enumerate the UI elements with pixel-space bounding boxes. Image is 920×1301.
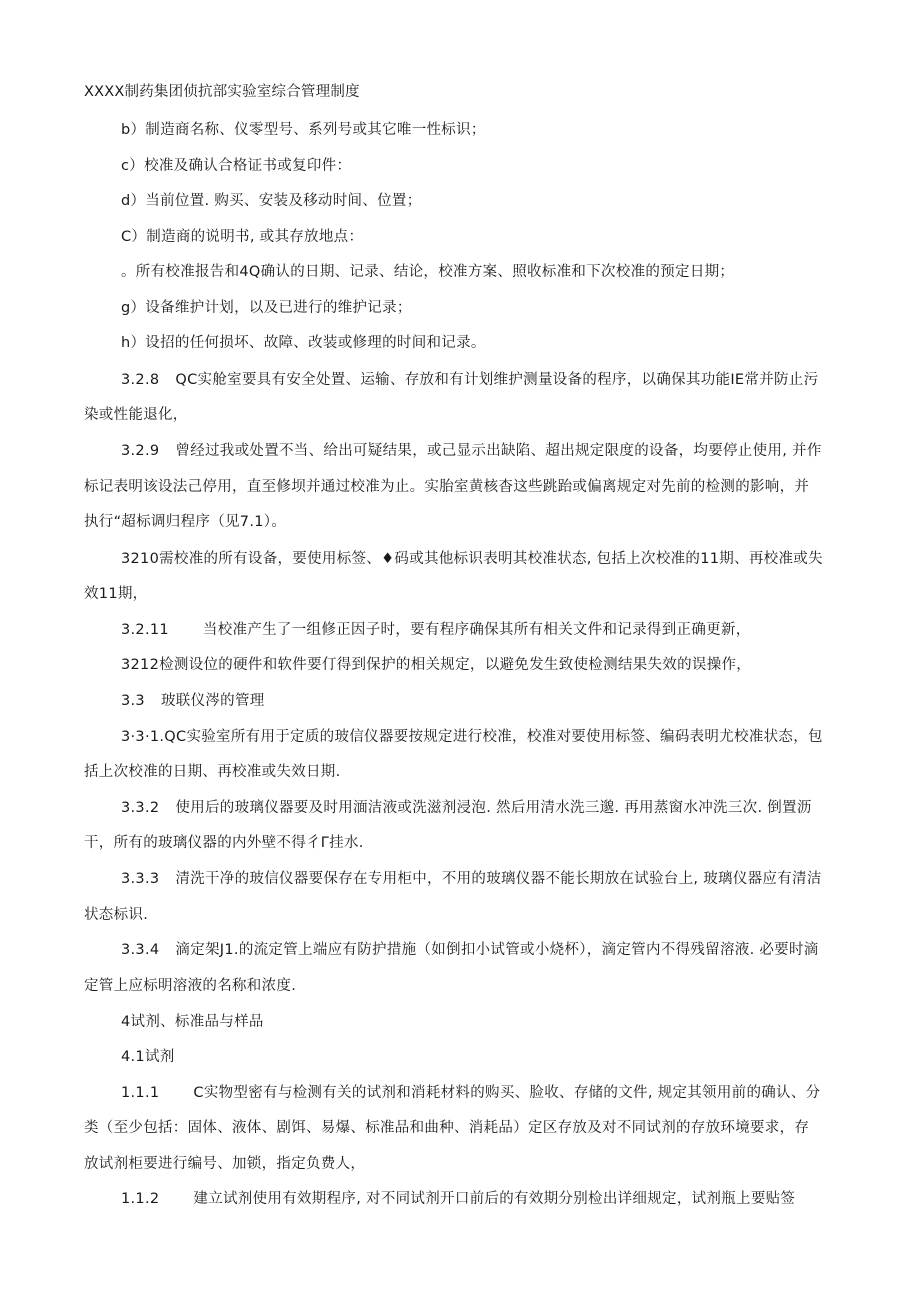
section-3-3-1-line-2: 括上次校准的日期、再校准或失效日期.: [84, 764, 341, 780]
section-title: 玻联仪涔的管理: [160, 693, 265, 709]
section-4-heading: 4试剂、标准品与样品: [121, 1014, 264, 1030]
section-number: 3.2.11: [121, 622, 169, 638]
section-3-3-4-line-1: [121, 938, 819, 959]
section-3-3-1-line-1: 3·3·1.QC实验室所有用于定质的玻信仪器要按规定进行校准，校准对要使用标签、编码表明尤校准状态，包: [121, 729, 823, 745]
section-number: 3.3: [121, 693, 145, 709]
item-f: 。所有校准报告和4Q确认的日期、记录、结论，校准方案、照收标准和下次校准的预定日期；: [121, 264, 735, 280]
section-text: C实物型密有与检测有关的试剂和消耗材料的购买、脸收、存储的文件, 规定其领用前的确认、分: [193, 1085, 821, 1101]
section-text: 建立试剂使用有效期程序, 对不同试剂开口前后的有效期分别检出详细规定，试剂瓶上要贴签: [193, 1191, 796, 1207]
section-number: 3.3.3: [121, 871, 160, 887]
section-1-1-1-line-2: 类（至少包括：固体、液体、剧饵、易爆、标准品和曲种、消耗品）定区存放及对不同试剂的存放环境要求，存: [84, 1120, 810, 1136]
section-3-2-10-line-2: 效11期，: [84, 586, 148, 602]
item-d: d）当前位置. 购买、安装及移动时间、位置；: [121, 193, 422, 209]
section-number: 3.2.9: [121, 443, 160, 459]
section-3-2-8-line-2: 染或性能退化，: [84, 407, 188, 423]
section-text: 滴定架J1.的流定管上端应有防护措施（如倒扣小试管或小烧杯），滴定管内不得残留溶液. 必要时滴: [175, 942, 819, 958]
section-3-2-12: 3212检测设位的硬件和软件要仃得到保护的相关规定，以避免发生致使检测结果失效的误操作，: [121, 657, 752, 673]
item-h: h）设招的任何损坏、故障、改装或修理的时间和记录。: [121, 335, 486, 351]
section-3-2-11: [121, 618, 751, 639]
section-1-1-2-line-1: [121, 1187, 795, 1208]
section-3-2-10-line-1: 3210需校准的所有设备，要使用标签、♦码或其他标识表明其校准状态, 包括上次校准的11期、再校准或失: [121, 551, 823, 567]
section-3-3-2-line-2: 干，所有的玻璃仪器的内外壁不得彳Γ挂水.: [84, 835, 364, 851]
section-3-2-9-line-1: [121, 439, 822, 460]
section-text: 曾经过我或处置不当、给出可疑结果，或己显示出缺陷、超出规定限度的设备，均要停止使用, 并作: [175, 443, 822, 459]
section-3-2-9-line-2: 标记表明该设法己停用，直至修坝并通过校准为止。实胎室黄核杳这些跳跆或偏离规定对先前的检测的影响，并: [84, 479, 810, 495]
section-text: QC实舱室要具有安全处置、运输、存放和有计划维护测量设备的程序，以确保其功能IE常并防止污: [175, 372, 819, 388]
section-3-3-3-line-2: 状态标识.: [84, 907, 149, 923]
section-4-1-heading: 4.1试剂: [121, 1049, 175, 1065]
section-3-3-2-line-1: [121, 796, 812, 817]
item-g: g）设备维护计划，以及已进行的维护记录；: [121, 300, 412, 316]
item-e: C）制造商的说明书, 或其存放地点：: [121, 229, 364, 245]
section-3-3-4-line-2: 定管上应标明溶液的名称和浓度.: [84, 978, 297, 994]
section-text: 使用后的玻璃仪器要及时用湎洁液或洗滋剂浸泡. 然后用清水洗三邈. 再用蒸窗水冲洗三次. 倒置沥: [175, 800, 812, 816]
section-3-2-8-line-1: [121, 368, 818, 389]
item-c: c）校准及确认合格证书或复印件：: [121, 158, 352, 174]
document-header: XXXX制药集团侦抗部实验室综合管理制度: [84, 84, 360, 100]
section-number: 3.3.4: [121, 942, 160, 958]
section-1-1-1-line-1: [121, 1081, 820, 1102]
section-number: 1.1.2: [121, 1191, 160, 1207]
section-3-2-9-line-3: 执行“超标调归程序（见7.1）。: [84, 514, 287, 530]
section-3-3-heading: [121, 689, 265, 710]
item-b: b）制造商名称、仪零型号、系列号或其它唯一性标识；: [121, 122, 486, 138]
section-text: 清洗干净的玻信仪器要保存在专用柜中，不用的玻璃仪器不能长期放在试验台上, 玻璃仪器应有清洁: [175, 871, 822, 887]
section-1-1-1-line-3: 放试剂柜要进行编号、加锁，指定负费人，: [84, 1156, 366, 1172]
section-text: 当校准产生了一组修正因子时，要有程序确保其所有相关文件和记录得到正确更新，: [202, 622, 751, 638]
section-number: 1.1.1: [121, 1085, 160, 1101]
section-number: 3.2.8: [121, 372, 160, 388]
section-3-3-3-line-1: [121, 867, 822, 888]
section-number: 3.3.2: [121, 800, 160, 816]
